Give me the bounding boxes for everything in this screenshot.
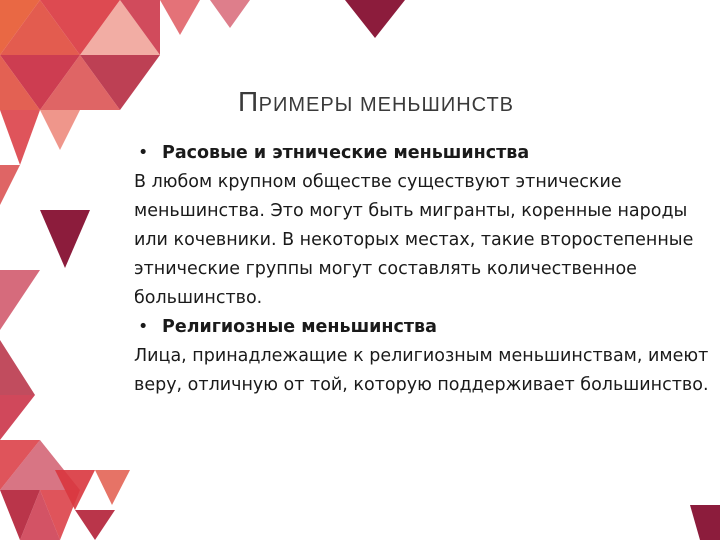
- title-first-letter: П: [238, 86, 259, 117]
- triangle-shape: [690, 505, 720, 540]
- slide-body: [134, 139, 709, 400]
- section-paragraph-religious: Лица, принадлежащие к религиозным меньшинствам, имеют веру, отличную от той, которую поддерживает большинство.: [134, 346, 709, 395]
- triangle-shape: [0, 270, 40, 330]
- section-paragraph-racial: В любом крупном обществе существуют этнические меньшинства. Это могут быть мигранты, коренные народы или кочевники. В некоторых местах, такие второстепенные этнические группы могут составлять количественное большинство.: [134, 172, 694, 308]
- bullet-icon: •: [138, 143, 149, 163]
- triangle-shape: [40, 210, 90, 268]
- slide-title: [238, 86, 678, 118]
- triangle-shape: [0, 165, 20, 205]
- section-heading-religious: [134, 313, 709, 342]
- bullet-icon: •: [138, 317, 149, 337]
- section-heading-text: Религиозные меньшинства: [162, 317, 437, 337]
- triangle-shape: [0, 340, 35, 395]
- title-rest: РИМЕРЫ МЕНЬШИНСТВ: [258, 94, 514, 116]
- triangle-shape: [0, 395, 35, 440]
- triangle-shape: [95, 470, 130, 505]
- triangle-shape: [160, 0, 200, 35]
- section-heading-racial: [134, 139, 709, 168]
- section-heading-text: Расовые и этнические меньшинства: [162, 143, 530, 163]
- triangle-shape: [40, 110, 80, 150]
- triangle-shape: [345, 0, 405, 38]
- triangle-shape: [0, 110, 40, 165]
- triangle-shape: [75, 510, 115, 540]
- triangle-shape: [210, 0, 250, 28]
